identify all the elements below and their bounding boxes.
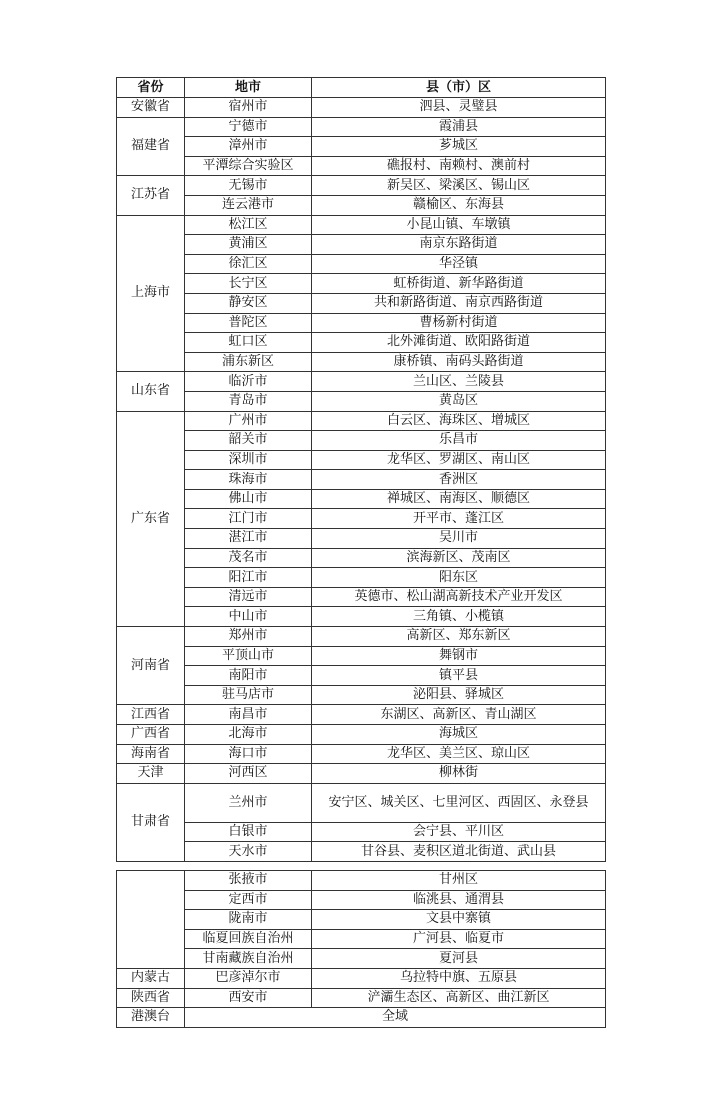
county-cell: 香洲区	[312, 470, 606, 490]
city-cell: 佛山市	[185, 489, 312, 509]
county-cell: 南京东路街道	[312, 235, 606, 255]
city-cell: 平顶山市	[185, 646, 312, 666]
table-row	[117, 646, 606, 666]
city-cell: 临沂市	[185, 372, 312, 392]
county-cell: 柳林街	[312, 764, 606, 784]
county-cell: 文县中寨镇	[312, 910, 606, 930]
city-cell: 郑州市	[185, 627, 312, 647]
county-cell: 滨海新区、茂南区	[312, 548, 606, 568]
table-row	[117, 450, 606, 470]
table-row	[117, 489, 606, 509]
header-row	[117, 78, 606, 98]
city-cell: 临夏回族自治州	[185, 929, 312, 949]
province-cell: 江苏省	[117, 176, 185, 215]
county-cell: 东湖区、高新区、青山湖区	[312, 705, 606, 725]
table-row	[117, 548, 606, 568]
city-cell: 宁德市	[185, 117, 312, 137]
header-county: 县（市）区	[312, 78, 606, 98]
city-cell: 定西市	[185, 890, 312, 910]
city-cell: 海口市	[185, 744, 312, 764]
city-cell: 黄浦区	[185, 235, 312, 255]
region-table	[116, 77, 606, 862]
city-cell: 虹口区	[185, 333, 312, 353]
table-row	[117, 313, 606, 333]
province-cell: 福建省	[117, 117, 185, 176]
city-cell: 巴彦淖尔市	[185, 968, 312, 988]
table-row	[117, 117, 606, 137]
table-row	[117, 764, 606, 784]
city-cell: 南昌市	[185, 705, 312, 725]
county-cell: 虹桥街道、新华路街道	[312, 274, 606, 294]
city-cell: 南阳市	[185, 666, 312, 686]
city-cell: 天水市	[185, 842, 312, 862]
province-cell: 江西省	[117, 705, 185, 725]
county-cell: 小昆山镇、车墩镇	[312, 215, 606, 235]
province-cell: 陕西省	[117, 988, 185, 1008]
county-cell: 全域	[185, 1008, 606, 1028]
county-cell: 禅城区、南海区、顺德区	[312, 489, 606, 509]
header-province: 省份	[117, 78, 185, 98]
county-cell: 霞浦县	[312, 117, 606, 137]
province-cell: 内蒙古	[117, 968, 185, 988]
county-cell: 吴川市	[312, 529, 606, 549]
city-cell: 驻马店市	[185, 685, 312, 705]
city-cell: 江门市	[185, 509, 312, 529]
county-cell: 乐昌市	[312, 431, 606, 451]
county-cell: 康桥镇、南码头路街道	[312, 352, 606, 372]
city-cell: 珠海市	[185, 470, 312, 490]
county-cell: 礁报村、南赖村、澳前村	[312, 156, 606, 176]
city-cell: 无锡市	[185, 176, 312, 196]
city-cell: 松江区	[185, 215, 312, 235]
city-cell: 阳江市	[185, 568, 312, 588]
table-row	[117, 254, 606, 274]
table-row	[117, 391, 606, 411]
table-row	[117, 988, 606, 1008]
county-cell: 新吴区、梁溪区、锡山区	[312, 176, 606, 196]
region-table-continued	[116, 870, 606, 1028]
county-cell: 龙华区、罗湖区、南山区	[312, 450, 606, 470]
county-cell: 龙华区、美兰区、琼山区	[312, 744, 606, 764]
county-cell: 曹杨新村街道	[312, 313, 606, 333]
table-row	[117, 871, 606, 891]
table-row	[117, 1008, 606, 1028]
city-cell: 深圳市	[185, 450, 312, 470]
county-cell: 广河县、临夏市	[312, 929, 606, 949]
county-cell: 兰山区、兰陵县	[312, 372, 606, 392]
county-cell: 乌拉特中旗、五原县	[312, 968, 606, 988]
province-cell: 甘肃省	[117, 783, 185, 861]
county-cell: 泗县、灵璧县	[312, 98, 606, 118]
county-cell: 北外滩街道、欧阳路街道	[312, 333, 606, 353]
table-row	[117, 587, 606, 607]
county-cell: 泌阳县、驿城区	[312, 685, 606, 705]
city-cell: 兰州市	[185, 783, 312, 822]
header-city: 地市	[185, 78, 312, 98]
county-cell: 会宁县、平川区	[312, 822, 606, 842]
table-row	[117, 725, 606, 745]
city-cell: 普陀区	[185, 313, 312, 333]
table-row	[117, 929, 606, 949]
table-row	[117, 372, 606, 392]
county-cell: 赣榆区、东海县	[312, 195, 606, 215]
county-cell: 舞钢市	[312, 646, 606, 666]
city-cell: 平潭综合实验区	[185, 156, 312, 176]
city-cell: 北海市	[185, 725, 312, 745]
table-row	[117, 333, 606, 353]
table-row	[117, 968, 606, 988]
table-row	[117, 470, 606, 490]
province-cell: 安徽省	[117, 98, 185, 118]
city-cell: 张掖市	[185, 871, 312, 891]
province-cell: 天津	[117, 764, 185, 784]
table-row	[117, 156, 606, 176]
province-cell: 广东省	[117, 411, 185, 627]
table-row	[117, 352, 606, 372]
table-row	[117, 98, 606, 118]
table-row	[117, 744, 606, 764]
table-row	[117, 842, 606, 862]
city-cell: 徐汇区	[185, 254, 312, 274]
city-cell: 陇南市	[185, 910, 312, 930]
table-row	[117, 176, 606, 196]
table-row	[117, 529, 606, 549]
province-cell	[117, 871, 185, 969]
county-cell: 镇平县	[312, 666, 606, 686]
table-row	[117, 431, 606, 451]
county-cell: 高新区、郑东新区	[312, 627, 606, 647]
table-body-continued	[117, 871, 606, 1028]
table-row	[117, 685, 606, 705]
table-row	[117, 509, 606, 529]
city-cell: 青岛市	[185, 391, 312, 411]
county-cell: 安宁区、城关区、七里河区、西固区、永登县	[312, 783, 606, 822]
table-row	[117, 215, 606, 235]
county-cell: 开平市、蓬江区	[312, 509, 606, 529]
county-cell: 共和新路街道、南京西路街道	[312, 293, 606, 313]
table-row	[117, 627, 606, 647]
city-cell: 湛江市	[185, 529, 312, 549]
city-cell: 广州市	[185, 411, 312, 431]
county-cell: 甘州区	[312, 871, 606, 891]
table-row	[117, 822, 606, 842]
province-cell: 河南省	[117, 627, 185, 705]
county-cell: 浐灞生态区、高新区、曲江新区	[312, 988, 606, 1008]
county-cell: 甘谷县、麦积区道北街道、武山县	[312, 842, 606, 862]
table-row	[117, 949, 606, 969]
city-cell: 静安区	[185, 293, 312, 313]
table-row	[117, 666, 606, 686]
city-cell: 长宁区	[185, 274, 312, 294]
table-body	[117, 98, 606, 862]
city-cell: 中山市	[185, 607, 312, 627]
province-cell: 广西省	[117, 725, 185, 745]
county-cell: 黄岛区	[312, 391, 606, 411]
table-row	[117, 411, 606, 431]
province-cell: 海南省	[117, 744, 185, 764]
province-cell: 山东省	[117, 372, 185, 411]
province-cell: 上海市	[117, 215, 185, 372]
table-row	[117, 705, 606, 725]
county-cell: 临洮县、通渭县	[312, 890, 606, 910]
table-row	[117, 274, 606, 294]
table-row	[117, 890, 606, 910]
county-cell: 三角镇、小榄镇	[312, 607, 606, 627]
table-row	[117, 235, 606, 255]
table-row	[117, 607, 606, 627]
city-cell: 茂名市	[185, 548, 312, 568]
city-cell: 甘南藏族自治州	[185, 949, 312, 969]
county-cell: 英德市、松山湖高新技术产业开发区	[312, 587, 606, 607]
table-row	[117, 137, 606, 157]
city-cell: 白银市	[185, 822, 312, 842]
city-cell: 河西区	[185, 764, 312, 784]
province-cell: 港澳台	[117, 1008, 185, 1028]
city-cell: 清远市	[185, 587, 312, 607]
city-cell: 西安市	[185, 988, 312, 1008]
county-cell: 夏河县	[312, 949, 606, 969]
city-cell: 漳州市	[185, 137, 312, 157]
county-cell: 阳东区	[312, 568, 606, 588]
county-cell: 白云区、海珠区、增城区	[312, 411, 606, 431]
table-row	[117, 783, 606, 822]
county-cell: 华泾镇	[312, 254, 606, 274]
table-row	[117, 910, 606, 930]
county-cell: 海城区	[312, 725, 606, 745]
city-cell: 连云港市	[185, 195, 312, 215]
county-cell: 芗城区	[312, 137, 606, 157]
table-row	[117, 568, 606, 588]
city-cell: 韶关市	[185, 431, 312, 451]
table-row	[117, 195, 606, 215]
city-cell: 浦东新区	[185, 352, 312, 372]
city-cell: 宿州市	[185, 98, 312, 118]
table-row	[117, 293, 606, 313]
